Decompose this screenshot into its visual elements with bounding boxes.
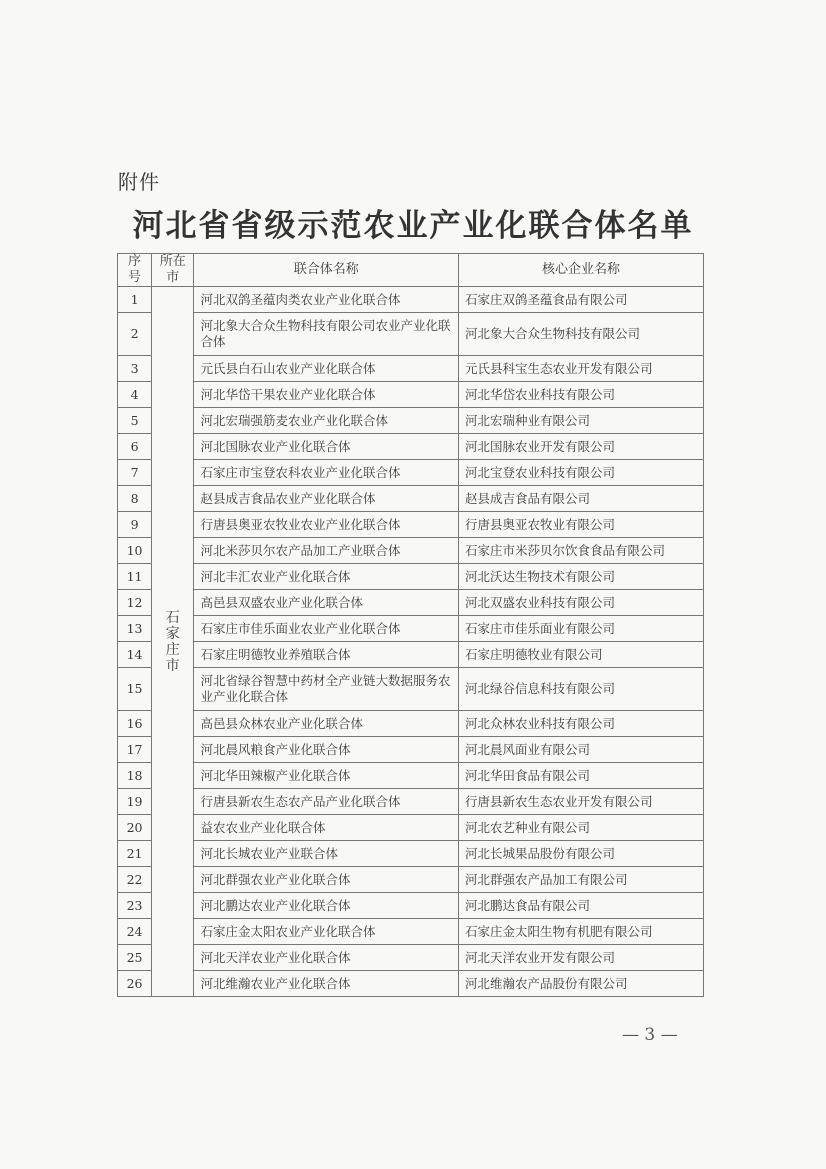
table-row xyxy=(118,867,704,893)
table-row xyxy=(118,841,704,867)
core-company-name: 河北长城果品股份有限公司 xyxy=(459,841,704,867)
alliance-name: 河北鹏达农业产业化联合体 xyxy=(194,893,459,919)
alliance-name: 行唐县新农生态农产品产业化联合体 xyxy=(194,789,459,815)
row-number: 23 xyxy=(118,893,152,919)
core-company-name: 河北维瀚农产品股份有限公司 xyxy=(459,971,704,997)
table-row xyxy=(118,711,704,737)
alliance-name: 河北双鸽圣蕴肉类农业产业化联合体 xyxy=(194,287,459,313)
alliance-name: 河北国脉农业产业化联合体 xyxy=(194,434,459,460)
core-company-name: 石家庄双鸽圣蕴食品有限公司 xyxy=(459,287,704,313)
table-row xyxy=(118,763,704,789)
row-number: 1 xyxy=(118,287,152,313)
core-company-name: 河北沃达生物技术有限公司 xyxy=(459,564,704,590)
row-number: 14 xyxy=(118,642,152,668)
header-city: 所在市 xyxy=(152,254,194,287)
table-body xyxy=(118,287,704,997)
table-row xyxy=(118,434,704,460)
alliance-name: 石家庄明德牧业养殖联合体 xyxy=(194,642,459,668)
header-number: 序号 xyxy=(118,254,152,287)
row-number: 3 xyxy=(118,356,152,382)
core-company-name: 河北众林农业科技有限公司 xyxy=(459,711,704,737)
row-number: 24 xyxy=(118,919,152,945)
city-label: 石家庄市 xyxy=(165,609,180,674)
table-row xyxy=(118,382,704,408)
core-company-name: 河北群强农产品加工有限公司 xyxy=(459,867,704,893)
table-row xyxy=(118,486,704,512)
alliance-name: 河北省绿谷智慧中药材全产业链大数据服务农业产业化联合体 xyxy=(194,668,459,711)
page-title: 河北省省级示范农业产业化联合体名单 xyxy=(132,208,694,244)
row-number: 15 xyxy=(118,668,152,711)
table-row xyxy=(118,971,704,997)
row-number: 6 xyxy=(118,434,152,460)
row-number: 7 xyxy=(118,460,152,486)
row-number: 8 xyxy=(118,486,152,512)
core-company-name: 河北绿谷信息科技有限公司 xyxy=(459,668,704,711)
table-row xyxy=(118,919,704,945)
table-row xyxy=(118,564,704,590)
alliance-name: 河北华岱干果农业产业化联合体 xyxy=(194,382,459,408)
alliance-name: 行唐县奥亚农牧业农业产业化联合体 xyxy=(194,512,459,538)
core-company-name: 赵县成吉食品有限公司 xyxy=(459,486,704,512)
table-row xyxy=(118,789,704,815)
core-company-name: 河北华田食品有限公司 xyxy=(459,763,704,789)
alliance-name: 高邑县双盛农业产业化联合体 xyxy=(194,590,459,616)
core-company-name: 行唐县奥亚农牧业有限公司 xyxy=(459,512,704,538)
table-row xyxy=(118,287,704,313)
alliance-name: 益农农业产业化联合体 xyxy=(194,815,459,841)
core-company-name: 河北天洋农业开发有限公司 xyxy=(459,945,704,971)
alliance-name: 元氏县白石山农业产业化联合体 xyxy=(194,356,459,382)
table-row xyxy=(118,313,704,356)
core-company-name: 石家庄明德牧业有限公司 xyxy=(459,642,704,668)
row-number: 19 xyxy=(118,789,152,815)
table-row xyxy=(118,590,704,616)
row-number: 4 xyxy=(118,382,152,408)
core-company-name: 河北象大合众生物科技有限公司 xyxy=(459,313,704,356)
header-alliance-name: 联合体名称 xyxy=(194,254,459,287)
alliance-name: 河北象大合众生物科技有限公司农业产业化联合体 xyxy=(194,313,459,356)
alliance-name: 河北长城农业产业联合体 xyxy=(194,841,459,867)
row-number: 11 xyxy=(118,564,152,590)
table-row xyxy=(118,538,704,564)
core-company-name: 河北晨风面业有限公司 xyxy=(459,737,704,763)
row-number: 5 xyxy=(118,408,152,434)
table-row xyxy=(118,408,704,434)
table-row xyxy=(118,668,704,711)
alliance-name: 河北宏瑞强筋麦农业产业化联合体 xyxy=(194,408,459,434)
alliance-name: 石家庄市宝登农科农业产业化联合体 xyxy=(194,460,459,486)
table-row xyxy=(118,642,704,668)
core-company-name: 河北宝登农业科技有限公司 xyxy=(459,460,704,486)
core-company-name: 石家庄市米莎贝尔饮食食品有限公司 xyxy=(459,538,704,564)
city-cell xyxy=(152,287,194,997)
core-company-name: 河北农艺种业有限公司 xyxy=(459,815,704,841)
alliance-name: 河北华田辣椒产业化联合体 xyxy=(194,763,459,789)
core-company-name: 河北国脉农业开发有限公司 xyxy=(459,434,704,460)
row-number: 13 xyxy=(118,616,152,642)
table-row xyxy=(118,945,704,971)
alliance-name: 河北维瀚农业产业化联合体 xyxy=(194,971,459,997)
row-number: 9 xyxy=(118,512,152,538)
row-number: 18 xyxy=(118,763,152,789)
alliance-table xyxy=(117,253,704,997)
row-number: 17 xyxy=(118,737,152,763)
alliance-name: 赵县成吉食品农业产业化联合体 xyxy=(194,486,459,512)
alliance-name: 河北丰汇农业产业化联合体 xyxy=(194,564,459,590)
table-row xyxy=(118,815,704,841)
alliance-name: 高邑县众林农业产业化联合体 xyxy=(194,711,459,737)
table-header-row xyxy=(118,254,704,287)
row-number: 16 xyxy=(118,711,152,737)
row-number: 25 xyxy=(118,945,152,971)
attachment-label: 附件 xyxy=(118,170,160,194)
alliance-name: 石家庄金太阳农业产业化联合体 xyxy=(194,919,459,945)
alliance-name: 河北米莎贝尔农产品加工产业联合体 xyxy=(194,538,459,564)
alliance-name: 河北晨风粮食产业化联合体 xyxy=(194,737,459,763)
row-number: 26 xyxy=(118,971,152,997)
table-row xyxy=(118,893,704,919)
core-company-name: 河北华岱农业科技有限公司 xyxy=(459,382,704,408)
table-row xyxy=(118,460,704,486)
table-row xyxy=(118,737,704,763)
core-company-name: 石家庄市佳乐面业有限公司 xyxy=(459,616,704,642)
row-number: 12 xyxy=(118,590,152,616)
row-number: 10 xyxy=(118,538,152,564)
table-row xyxy=(118,512,704,538)
core-company-name: 元氏县科宝生态农业开发有限公司 xyxy=(459,356,704,382)
row-number: 2 xyxy=(118,313,152,356)
core-company-name: 河北宏瑞种业有限公司 xyxy=(459,408,704,434)
core-company-name: 河北双盛农业科技有限公司 xyxy=(459,590,704,616)
row-number: 21 xyxy=(118,841,152,867)
core-company-name: 行唐县新农生态农业开发有限公司 xyxy=(459,789,704,815)
core-company-name: 石家庄金太阳生物有机肥有限公司 xyxy=(459,919,704,945)
row-number: 20 xyxy=(118,815,152,841)
table-row xyxy=(118,356,704,382)
alliance-name: 石家庄市佳乐面业农业产业化联合体 xyxy=(194,616,459,642)
page-number: — 3 — xyxy=(622,1025,678,1045)
header-core-company: 核心企业名称 xyxy=(459,254,704,287)
core-company-name: 河北鹏达食品有限公司 xyxy=(459,893,704,919)
alliance-name: 河北天洋农业产业化联合体 xyxy=(194,945,459,971)
row-number: 22 xyxy=(118,867,152,893)
alliance-name: 河北群强农业产业化联合体 xyxy=(194,867,459,893)
table-row xyxy=(118,616,704,642)
